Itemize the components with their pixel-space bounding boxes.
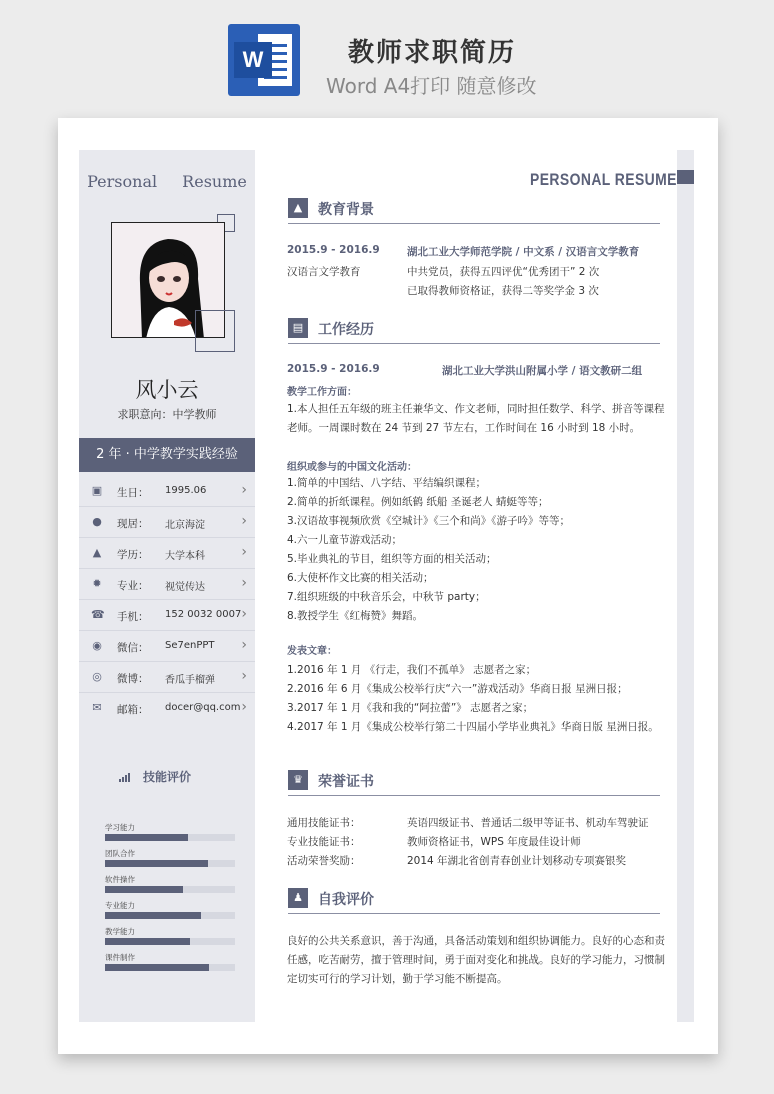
skill-fill: [105, 860, 208, 867]
skill-bar: 软件操作: [105, 874, 235, 893]
photo-frame-decoration: [195, 310, 235, 352]
resume-page: [58, 118, 718, 1054]
honor-value: 教师资格证书，WPS 年度最佳设计师: [407, 836, 581, 848]
trophy-icon: ♛: [288, 770, 308, 790]
chevron-right-icon: ›: [241, 699, 247, 715]
section-honors: ♛ 荣誉证书: [288, 770, 660, 796]
skill-track: [105, 834, 235, 841]
honor-label: 活动荣誉奖励：: [287, 855, 361, 867]
experience-banner: 2 年 · 中学教学实践经验: [79, 438, 255, 472]
info-row-major[interactable]: ✹ 专业： 视觉传达 ›: [79, 569, 255, 600]
section-education: ▲ 教育背景: [288, 198, 660, 224]
culture-item: 8.教授学生《红梅赞》舞蹈。: [287, 610, 424, 622]
chevron-right-icon: ›: [241, 668, 247, 684]
culture-heading: 组织或参与的中国文化活动：: [287, 462, 417, 473]
chevron-right-icon: ›: [241, 513, 247, 529]
teaching-text: 1.本人担任五年级的班主任兼华文、作文老师，同时担任数学、科学、拼音等课程老师。一周课时数在 24 节到 27 节左右，工作时间在 16 小时到 18 小时。: [287, 403, 665, 434]
chevron-right-icon: ›: [241, 637, 247, 653]
article-item: 3.2017 年 1 月《我和我的“阿拉蕾”》 志愿者之家；: [287, 702, 534, 714]
person-icon: ♟: [288, 888, 308, 908]
sidebar: [79, 150, 255, 1022]
mail-icon: ✉: [92, 701, 102, 714]
section-work: ▤ 工作经历: [288, 318, 660, 344]
skill-fill: [105, 964, 209, 971]
resume-header-title: PERSONAL RESUME: [530, 170, 677, 189]
honor-label: 通用技能证书：: [287, 817, 361, 829]
graduation-cap-icon: ▲: [288, 198, 308, 218]
honor-label: 专业技能证书：: [287, 836, 361, 848]
info-row-residence[interactable]: ● 现居： 北京海淀 ›: [79, 507, 255, 538]
weibo-icon: ◎: [92, 670, 102, 683]
info-row-birthday[interactable]: ▣ 生日： 1995.06 ›: [79, 476, 255, 507]
graduation-cap-icon: ▲: [92, 546, 102, 559]
skill-track: [105, 964, 235, 971]
skill-bar: 教学能力: [105, 926, 235, 945]
culture-item: 5.毕业典礼的节目，组织等方面的相关活动；: [287, 553, 497, 565]
skill-track: [105, 912, 235, 919]
word-logo-icon: W: [228, 24, 300, 96]
candidate-name: 风小云: [135, 378, 199, 402]
section-self-evaluation: ♟ 自我评价: [288, 888, 660, 914]
work-org: 湖北工业大学洪山附属小学 / 语文教研二组: [442, 365, 643, 377]
banner-title: 教师求职简历: [348, 38, 517, 68]
article-item: 1.2016 年 1 月 《行走，我们不孤单》 志愿者之家；: [287, 664, 537, 676]
self-evaluation-text: 良好的公共关系意识，善于沟通，具备活动策划和组织协调能力。良好的心态和责任感，吃苦耐劳，擅于管理时间，勇于面对变化和挑战。良好的学习能力，习惯制定切实可行的学习计划，勤于学习能不断提高。: [287, 935, 665, 985]
skill-track: [105, 886, 235, 893]
chevron-right-icon: ›: [241, 606, 247, 622]
calendar-icon: ▣: [91, 484, 103, 497]
right-decoration-mark: [677, 170, 694, 184]
info-row-phone[interactable]: ☎ 手机： 152 0032 0007 ›: [79, 600, 255, 631]
education-period: 2015.9 - 2016.9: [287, 244, 380, 256]
article-item: 4.2017 年 1 月《集成公校举行第二十四届小学毕业典礼》华商日版 星洲日报。: [287, 721, 659, 733]
skill-bar: 专业能力: [105, 900, 235, 919]
skill-track: [105, 938, 235, 945]
chevron-right-icon: ›: [241, 482, 247, 498]
honor-value: 2014 年湖北省创青春创业计划移动专项赛银奖: [407, 855, 627, 867]
culture-item: 6.大使杯作文比赛的相关活动；: [287, 572, 434, 584]
sidebar-title: Personal Resume: [87, 172, 247, 191]
info-row-email[interactable]: ✉ 邮箱： docer@qq.com ›: [92, 699, 247, 716]
location-icon: ●: [92, 515, 102, 528]
work-period: 2015.9 - 2016.9: [287, 363, 380, 375]
skill-bar: 课件制作: [105, 952, 235, 971]
education-major: 汉语言文学教育: [287, 266, 361, 278]
skill-track: [105, 860, 235, 867]
culture-item: 3.汉语故事视频欣赏《空城计》《三个和尚》《游子吟》等等；: [287, 515, 571, 527]
teaching-heading: 教学工作方面：: [287, 387, 357, 398]
info-row-weibo[interactable]: ◎ 微博： 香瓜手榴弹 ›: [79, 662, 255, 693]
skill-fill: [105, 834, 188, 841]
skill-fill: [105, 912, 201, 919]
info-row-education[interactable]: ▲ 学历： 大学本科 ›: [79, 538, 255, 569]
wechat-icon: ◉: [92, 639, 102, 652]
job-intent: 求职意向：中学教师: [117, 408, 217, 421]
chevron-right-icon: ›: [241, 575, 247, 591]
chevron-right-icon: ›: [241, 544, 247, 560]
banner-subtitle: Word A4打印 随意修改: [326, 74, 537, 98]
gear-icon: ✹: [92, 577, 102, 590]
skills-heading: 技能评价: [119, 768, 191, 785]
culture-item: 4.六一儿童节游戏活动；: [287, 534, 403, 546]
personal-info-list: [79, 476, 255, 724]
skill-bar: 团队合作: [105, 848, 235, 867]
phone-icon: ☎: [91, 608, 105, 621]
education-detail: 中共党员，获得五四评优“优秀团干” 2 次: [407, 266, 600, 278]
culture-item: 2.简单的折纸课程。例如纸鹤 纸船 圣诞老人 蜻蜓等等；: [287, 496, 549, 508]
education-school: 湖北工业大学师范学院 / 中文系 / 汉语言文学教育: [407, 246, 640, 258]
skill-bar: 学习能力: [105, 822, 235, 841]
bar-chart-icon: [119, 772, 133, 782]
skill-fill: [105, 886, 183, 893]
articles-heading: 发表文章：: [287, 646, 337, 657]
education-detail: 已取得教师资格证，获得二等奖学金 3 次: [407, 285, 599, 297]
banner: [0, 0, 774, 108]
culture-item: 1.简单的中国结、八字结、平结编织课程；: [287, 477, 487, 489]
article-item: 2.2016 年 6 月《集成公校举行庆“六一”游戏活动》华商日报 星洲日报；: [287, 683, 628, 695]
right-decoration-strip: [677, 150, 694, 1022]
briefcase-icon: ▤: [288, 318, 308, 338]
honor-value: 英语四级证书、普通话二级甲等证书、机动车驾驶证: [407, 817, 649, 829]
skill-fill: [105, 938, 190, 945]
info-row-wechat[interactable]: ◉ 微信： Se7enPPT ›: [79, 631, 255, 662]
culture-item: 7.组织班级的中秋音乐会，中秋节 party；: [287, 591, 486, 603]
